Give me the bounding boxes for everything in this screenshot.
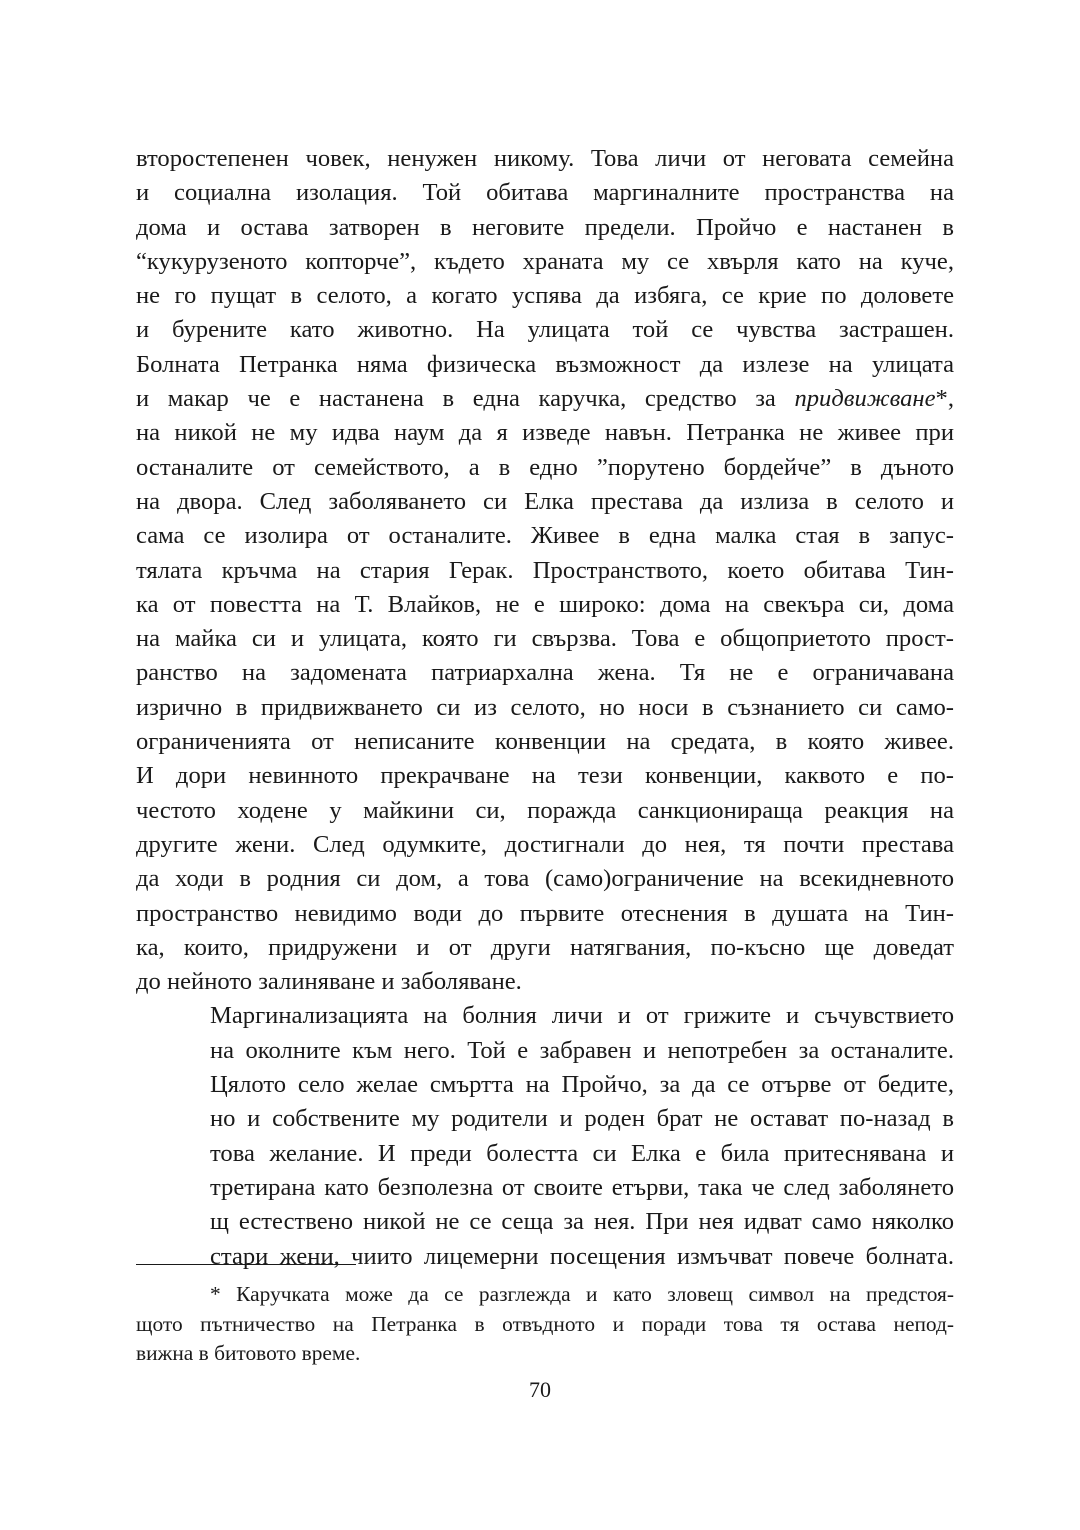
text-line: на околните към него. Той е забравен и непотребен за останалите. — [210, 1036, 954, 1064]
text-line: до нейното залиняване и заболяване. — [136, 968, 522, 996]
text-line: второстепенен човек, ненужен никому. Това личи от неговата семейна — [136, 145, 954, 172]
text-line: ограниченията от неписаните конвенции на средата, в която живее. — [136, 728, 954, 756]
text-line: на майка си и улицата, която ги свързва. Това е общоприетото прост- — [136, 625, 954, 653]
footnote-line: щото пътничество на Петранка в отвъдното и поради това тя остава непод- — [136, 1311, 954, 1336]
text-line: ка, които, придружени и от други натягвания, по-късно ще доведат — [136, 933, 954, 961]
text-line: не го пущат в селото, а когато успява да избяга, се крие по доловете — [136, 282, 954, 310]
text-line: “кукурузеното копторче”, където храната му се хвърля като на куче, — [136, 247, 954, 275]
text-line: третирана като безполезна от своите етърви, така че след заболянето — [210, 1173, 954, 1201]
text-line: Болната Петранка няма физическа възможност да излезе на улицата — [136, 350, 954, 378]
text-line: И дори невинното прекрачване на тези конвенции, каквото е по- — [136, 762, 954, 790]
footnote-line: вижна в битовото време. — [136, 1341, 361, 1365]
text-line: щ естествено никой не се сеща за нея. При нея идват само няколко — [210, 1208, 954, 1236]
text-line: на двора. След заболяването си Елка престава да излиза в селото и — [136, 487, 954, 515]
text-line: стари жени, чиито лицемерни посещения измъчват повече болната. — [210, 1242, 954, 1270]
text-line: и социална изолация. Той обитава маргиналните пространства на — [136, 179, 954, 207]
text-line: дома и остава затворен в неговите предели. Пройчо е настанен в — [136, 213, 954, 241]
paragraph-1 — [136, 142, 954, 999]
footnote-divider — [136, 1264, 356, 1265]
emphasized-word: придвижване — [794, 385, 936, 413]
text-line: ранство на задомената патриархална жена. Тя не е ограничавана — [136, 659, 954, 687]
text-line: сама се изолира от останалите. Живее в една малка стая в запус- — [136, 522, 954, 550]
text-line: Маргинализацията на болния личи и от грижите и съчувствието — [210, 1002, 954, 1030]
footnote-marker: *, — [935, 385, 954, 413]
text-line: изрично в придвижването си из селото, но носи в съзнанието си само- — [136, 693, 954, 721]
text-line: ка от повестта на Т. Влайков, не е широко: дома на свекъра си, дома — [136, 590, 954, 618]
text-line: и бурените като животно. На улицата той се чувства застрашен. — [136, 316, 954, 344]
text-line: пространство невидимо води до първите отеснения в душата на Тин- — [136, 899, 954, 927]
text-line: на никой не му идва наум да я изведе навън. Петранка не живее при — [136, 419, 954, 447]
footnote-line: * Каручката може да се разглежда и като зловещ символ на предстоя- — [210, 1282, 954, 1306]
paragraph-2 — [136, 999, 954, 1273]
text-line: Цялото село желае смъртта на Пройчо, за да се отърве от бедите, — [210, 1071, 954, 1099]
text-fragment: и макар че е настанена в една каручка, средство за — [136, 385, 795, 413]
text-line: другите жени. След одумките, достигнали до нея, тя почти престава — [136, 830, 954, 858]
text-line: но и собствените му родители и роден брат не остават по-назад в — [210, 1105, 954, 1133]
text-line: това желание. И преди болестта си Елка е била притеснявана и — [210, 1139, 954, 1167]
page-number: 70 — [529, 1377, 551, 1402]
text-line-with-emphasis — [136, 382, 954, 416]
main-text — [136, 142, 954, 1274]
text-line: честото ходене у майкини си, поражда санкционираща реакция на — [136, 796, 954, 824]
text-line: тялата кръчма на стария Герак. Пространството, което обитава Тин- — [136, 556, 954, 584]
text-line: останалите от семейството, а в едно ”порутено бордейче” в дъното — [136, 453, 954, 481]
text-line: да ходи в родния си дом, а това (само)ограничение на всекидневното — [136, 865, 954, 893]
footnote — [136, 1280, 954, 1369]
